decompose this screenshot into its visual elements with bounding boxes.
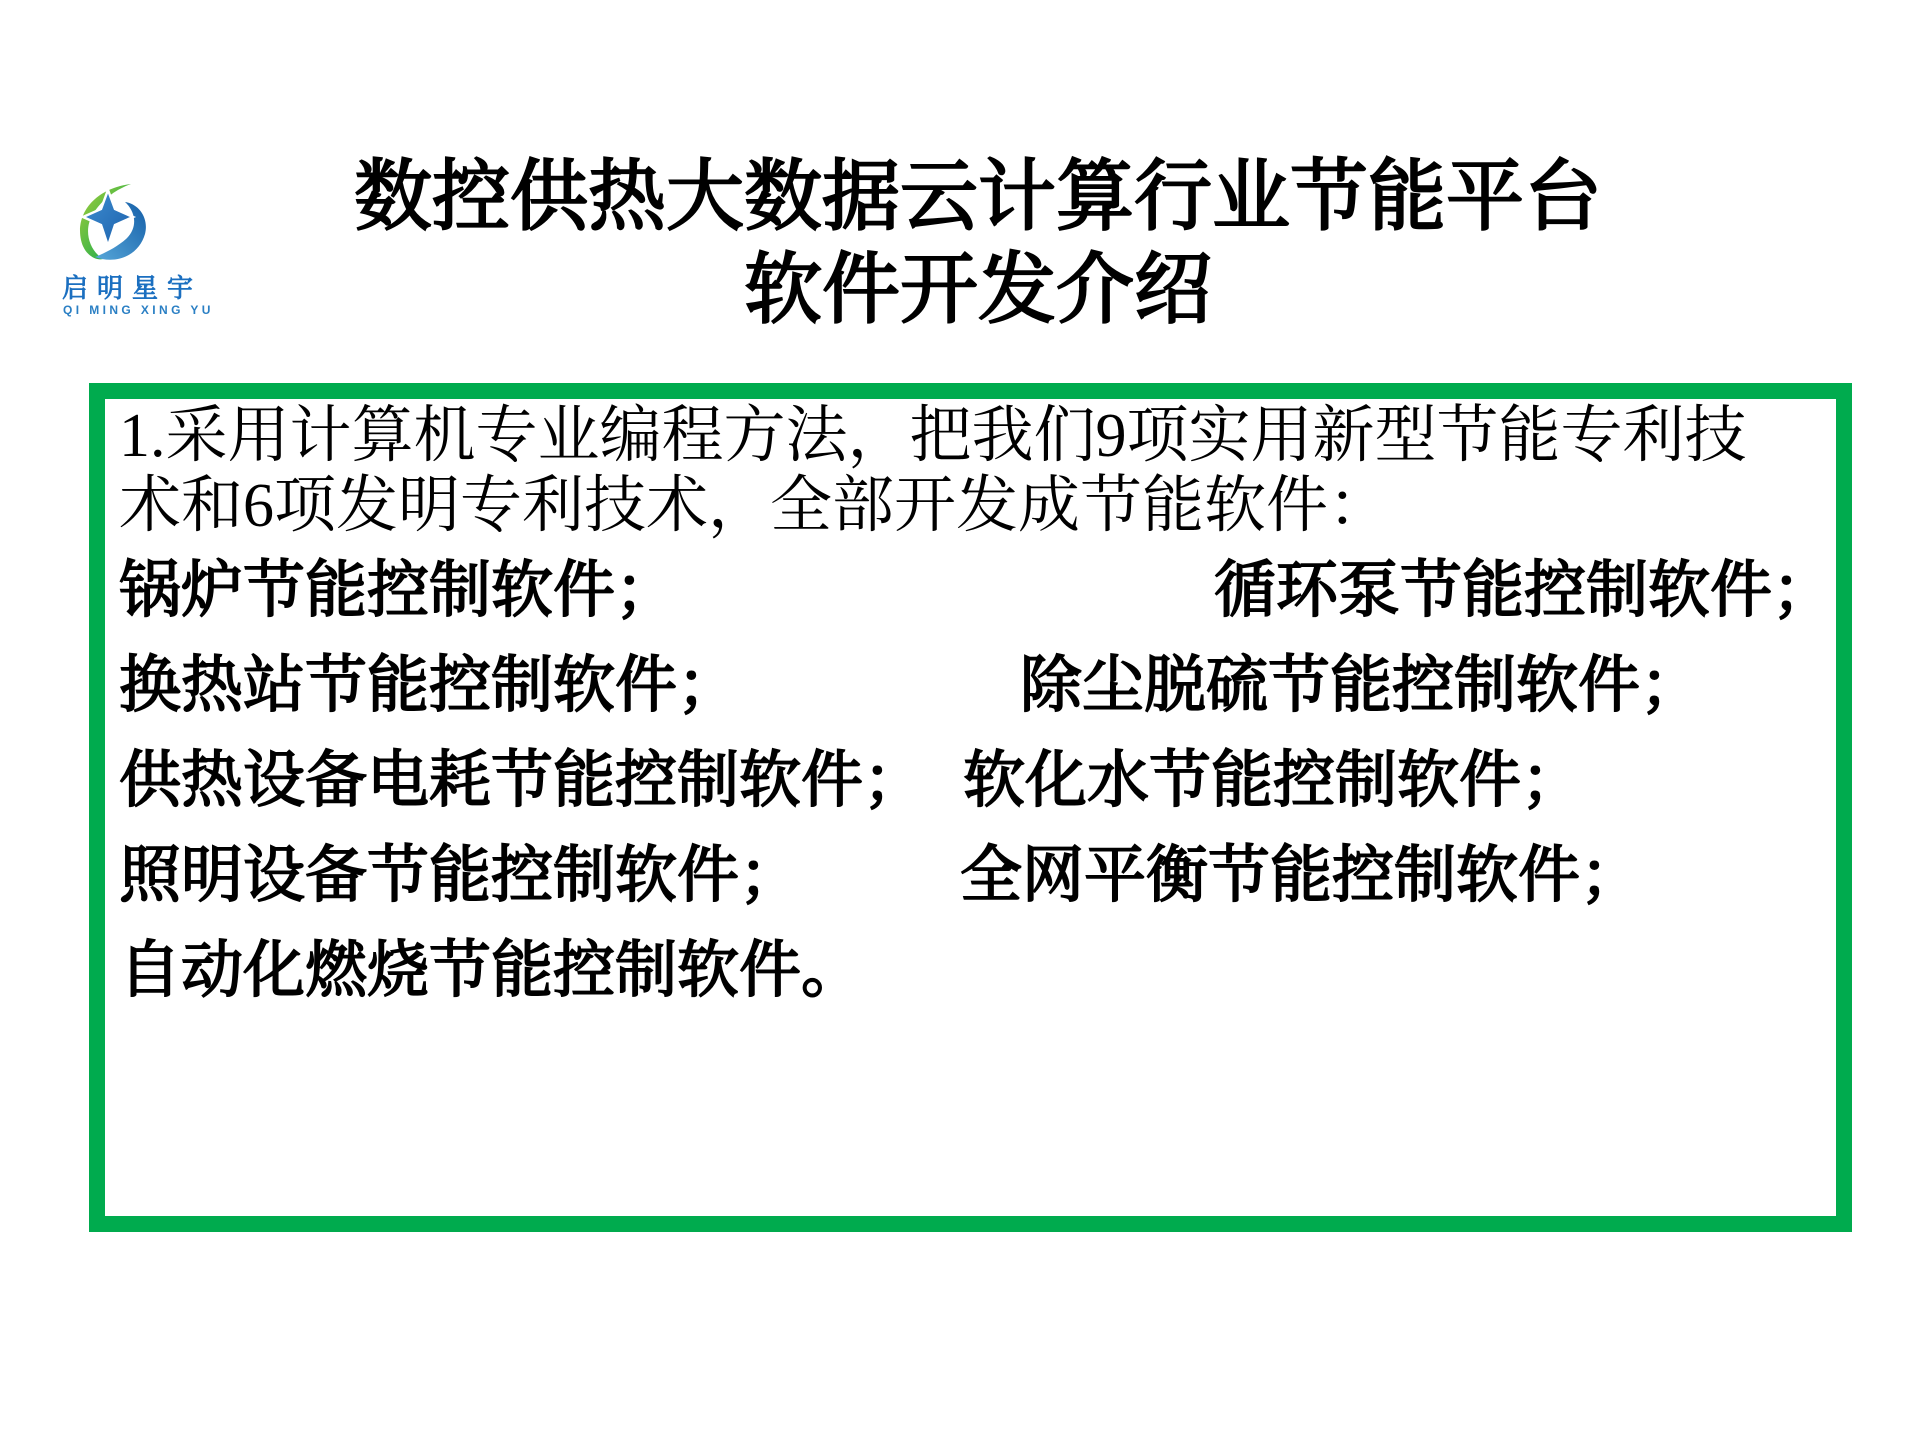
software-row bbox=[105, 639, 1836, 734]
intro-paragraph bbox=[119, 401, 1747, 541]
software-item: 锅炉节能控制软件； bbox=[119, 557, 678, 625]
slide-title-line1: 数控供热大数据云计算行业节能平台 bbox=[353, 153, 1602, 240]
software-item: 换热站节能控制软件； bbox=[119, 652, 740, 720]
logo-subtitle: QI MING XING YU bbox=[63, 303, 214, 317]
logo-name: 启明星宇 bbox=[62, 273, 203, 303]
software-item: 全网平衡节能控制软件； bbox=[960, 842, 1643, 910]
software-row bbox=[105, 544, 1836, 639]
slide-title-line2: 软件开发介绍 bbox=[743, 246, 1212, 333]
content-box bbox=[89, 383, 1852, 1232]
software-row bbox=[105, 734, 1836, 829]
software-item: 软化水节能控制软件； bbox=[963, 747, 1584, 815]
software-item: 除尘脱硫节能控制软件； bbox=[1020, 652, 1703, 720]
content-box-inner bbox=[105, 399, 1836, 1216]
software-item: 循环泵节能控制软件； bbox=[1213, 557, 1834, 625]
intro-line1: 1.采用计算机专业编程方法，把我们9项实用新型节能专利技 bbox=[119, 402, 1747, 470]
software-row bbox=[105, 924, 1836, 1019]
software-row bbox=[105, 829, 1836, 924]
intro-line2: 术和6项发明专利技术，全部开发成节能软件： bbox=[119, 472, 1391, 540]
software-item: 自动化燃烧节能控制软件。 bbox=[119, 937, 864, 1005]
logo-swirl-star-icon bbox=[72, 182, 154, 262]
software-item: 照明设备节能控制软件； bbox=[119, 842, 802, 910]
software-item: 供热设备电耗节能控制软件； bbox=[119, 747, 926, 815]
slide-title bbox=[278, 150, 1678, 336]
